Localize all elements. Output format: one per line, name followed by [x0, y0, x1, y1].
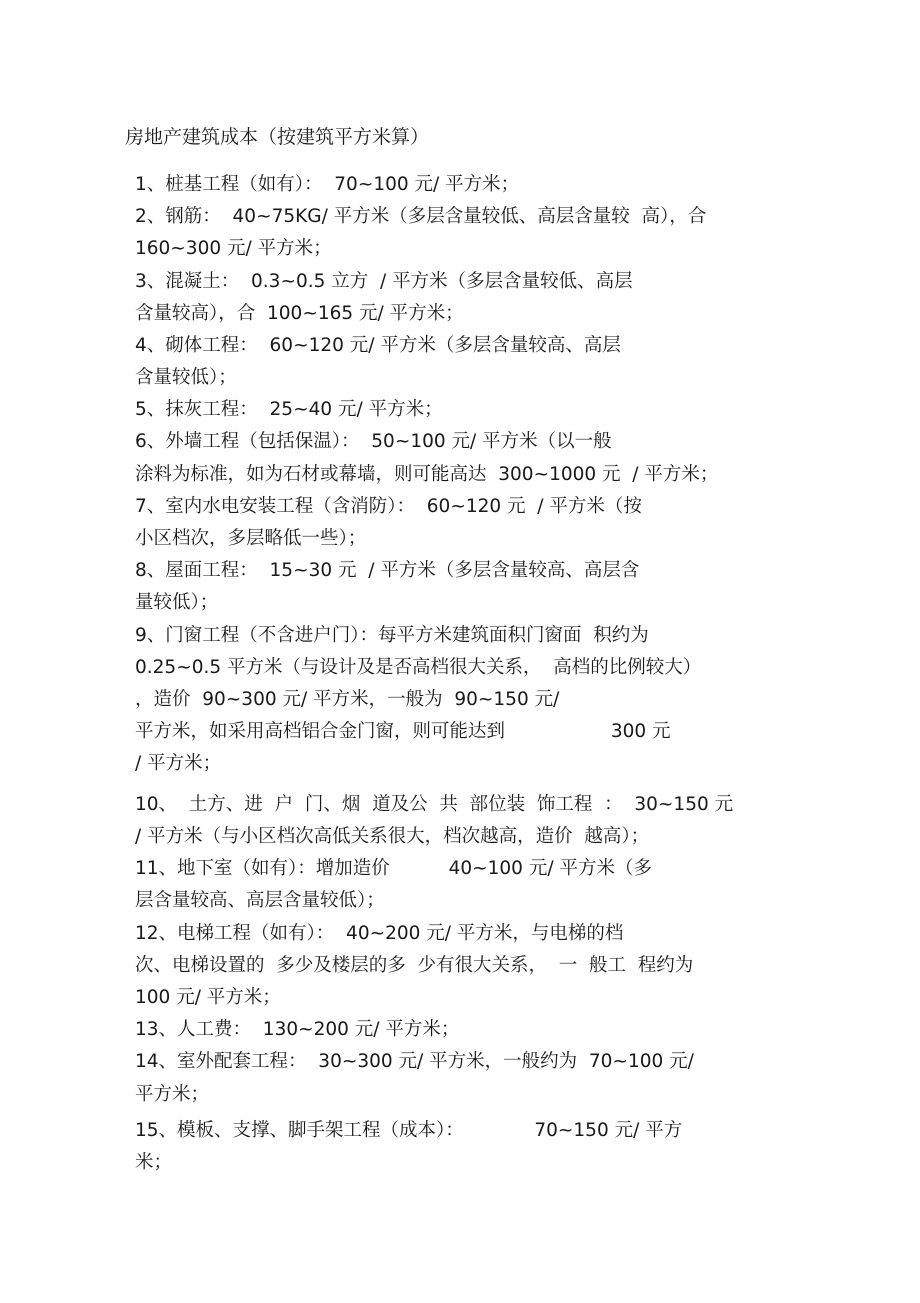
text-line: 100 元/ 平方米；	[135, 987, 281, 1008]
text-line: / 平方米；	[135, 753, 222, 774]
text-line: 含量较低）；	[135, 367, 237, 388]
text-line: ，造价 90~300 元/ 平方米，一般为 90~150 元/	[135, 689, 560, 710]
text-line: 0.25~0.5 平方米（与设计及是否高档很大关系， 高档的比例较大）	[135, 657, 702, 678]
text-line: 小区档次，多层略低一些）；	[135, 528, 367, 549]
document-title: 房地产建筑成本（按建筑平方米算）	[125, 126, 430, 148]
text-line: 160~300 元/ 平方米；	[135, 238, 332, 259]
text-line: 次、电梯设置的 多少及楼层的多 少有很大关系， 一 般工 程约为	[135, 955, 694, 976]
text-line: 涂料为标准，如为石材或幕墙，则可能高达 300~1000 元 / 平方米；	[135, 464, 719, 485]
text-line: 米；	[135, 1152, 173, 1173]
text-line: 4、砌体工程： 60~120 元/ 平方米（多层含量较高、高层	[135, 335, 621, 356]
text-line: 平方米；	[135, 1084, 210, 1105]
text-line: 14、室外配套工程： 30~300 元/ 平方米，一般约为 70~100 元/	[135, 1051, 694, 1072]
text-line: 9、门窗工程（不含进户门）：每平方米建筑面积门窗面 积约为	[135, 625, 649, 646]
text-line: 15、模板、支撑、脚手架工程（成本）： 70~150 元/ 平方	[135, 1120, 683, 1141]
text-line: 2、钢筋： 40~75KG/ 平方米（多层含量较低、高层含量较 高），合	[135, 206, 707, 227]
text-line: 10、 土方、进 户 门、烟 道及公 共 部位装 饰工程 ： 30~150 元	[135, 794, 734, 815]
text-line: 12、电梯工程（如有）： 40~200 元/ 平方米，与电梯的档	[135, 923, 624, 944]
text-line: 11、地下室（如有）：增加造价 40~100 元/ 平方米（多	[135, 858, 652, 879]
text-line: 层含量较高、高层含量较低）；	[135, 890, 385, 911]
text-line: 8、屋面工程： 15~30 元 / 平方米（多层含量较高、高层含	[135, 560, 640, 581]
text-line: 量较低）；	[135, 592, 219, 613]
text-line: / 平方米（与小区档次高低关系很大，档次越高，造价 越高）；	[135, 826, 650, 847]
text-line: 1、桩基工程（如有）： 70~100 元/ 平方米；	[135, 174, 520, 195]
text-line: 13、人工费： 130~200 元/ 平方米；	[135, 1019, 460, 1040]
text-line: 平方米，如采用高档铝合金门窗，则可能达到 300 元	[135, 721, 671, 742]
text-line: 5、抹灰工程： 25~40 元/ 平方米；	[135, 399, 443, 420]
text-line: 7、室内水电安装工程（含消防）： 60~120 元 / 平方米（按	[135, 496, 642, 517]
text-line: 3、混凝土： 0.3~0.5 立方 / 平方米（多层含量较低、高层	[135, 271, 633, 292]
text-line: 6、外墙工程（包括保温）： 50~100 元/ 平方米（以一般	[135, 431, 612, 452]
text-line: 含量较高），合 100~165 元/ 平方米；	[135, 303, 464, 324]
